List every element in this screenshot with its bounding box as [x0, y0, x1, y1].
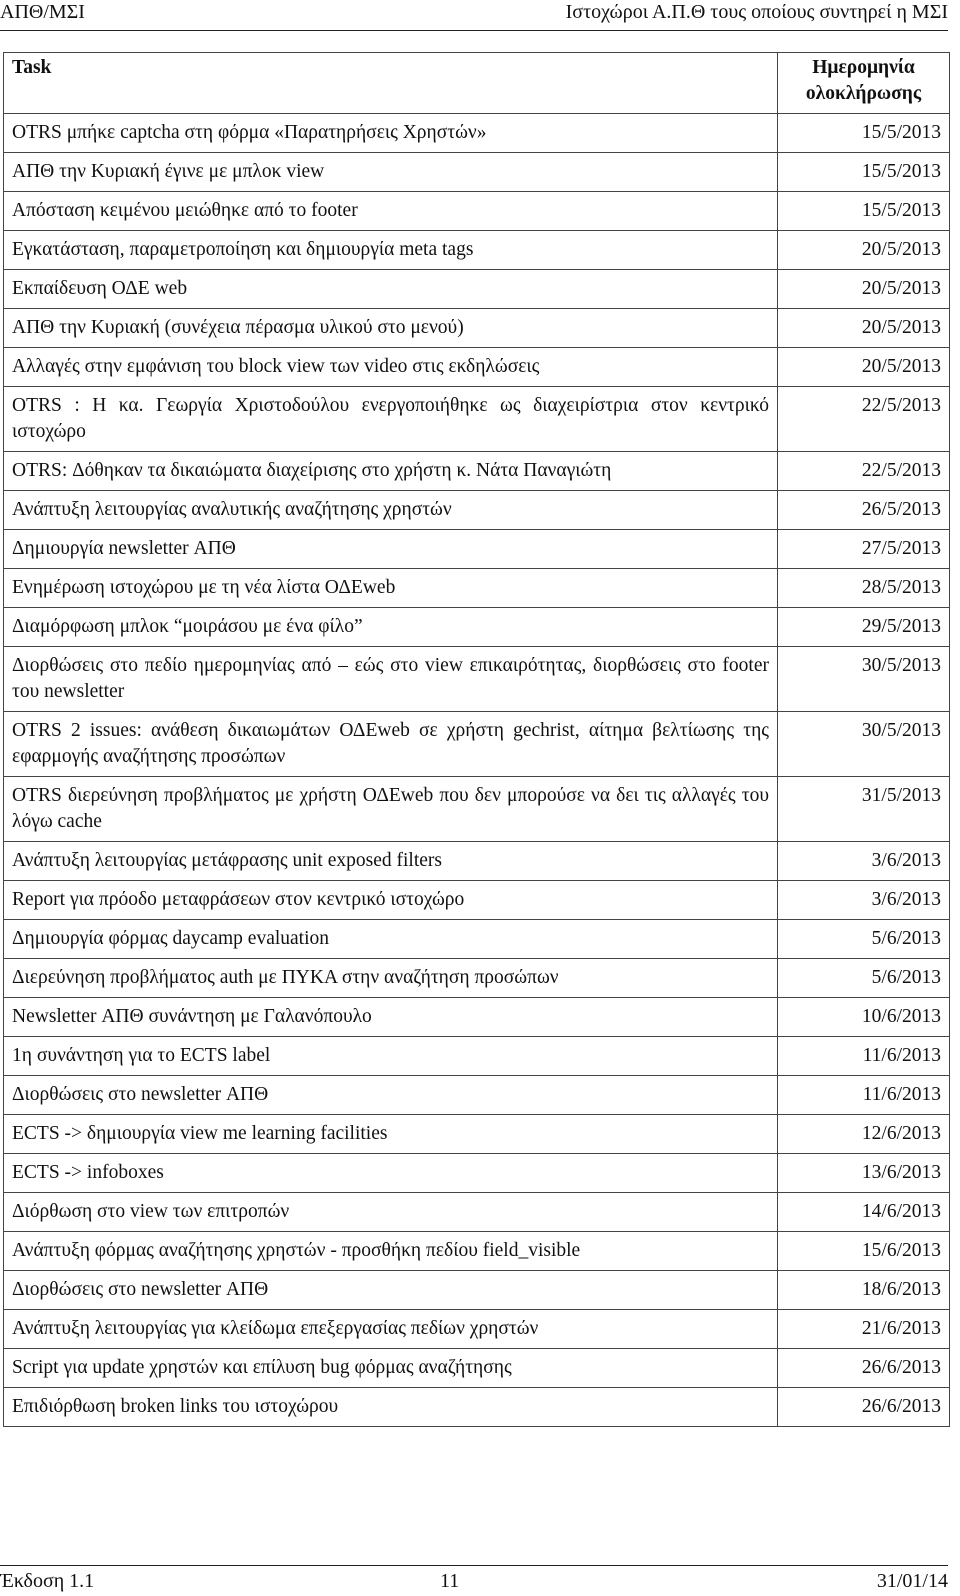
date-cell: 13/6/2013 [778, 1154, 950, 1193]
task-cell: Ανάπτυξη λειτουργίας αναλυτικής αναζήτησης χρηστών [4, 491, 778, 530]
task-cell: Επιδιόρθωση broken links του ιστοχώρου [4, 1388, 778, 1427]
task-cell: Report για πρόοδο μεταφράσεων στον κεντρικό ιστοχώρο [4, 881, 778, 920]
date-cell: 22/5/2013 [778, 452, 950, 491]
task-cell: Διορθώσεις στο πεδίο ημερομηνίας από – εώς στο view επικαιρότητας, διορθώσεις στο footer του newsletter [4, 647, 778, 712]
task-cell: Διόρθωση στο view των επιτροπών [4, 1193, 778, 1232]
table-row [4, 231, 950, 270]
date-cell: 31/5/2013 [778, 777, 950, 842]
table-row [4, 153, 950, 192]
table-row [4, 1076, 950, 1115]
task-cell: OTRS 2 issues: ανάθεση δικαιωμάτων ΟΔΕweb σε χρήστη gechrist, αίτημα βελτίωσης της εφαρμογής αναζήτησης προσώπων [4, 712, 778, 777]
date-cell: 5/6/2013 [778, 920, 950, 959]
table-row [4, 530, 950, 569]
date-cell: 21/6/2013 [778, 1310, 950, 1349]
task-cell: OTRS: Δόθηκαν τα δικαιώματα διαχείρισης στο χρήστη κ. Νάτα Παναγιώτη [4, 452, 778, 491]
task-cell: OTRS μπήκε captcha στη φόρμα «Παρατηρήσεις Χρηστών» [4, 114, 778, 153]
date-cell: 26/6/2013 [778, 1388, 950, 1427]
task-cell: OTRS : Η κα. Γεωργία Χριστοδούλου ενεργοποιήθηκε ως διαχειρίστρια στον κεντρικό ιστοχώρο [4, 387, 778, 452]
table-row [4, 608, 950, 647]
table-row [4, 1154, 950, 1193]
date-cell: 20/5/2013 [778, 231, 950, 270]
date-cell: 30/5/2013 [778, 712, 950, 777]
date-cell: 10/6/2013 [778, 998, 950, 1037]
task-cell: Δημιουργία φόρμας daycamp evaluation [4, 920, 778, 959]
footer-version: Έκδοση 1.1 [0, 1570, 95, 1592]
table-row [4, 491, 950, 530]
table-row [4, 270, 950, 309]
task-cell: Διορθώσεις στο newsletter ΑΠΘ [4, 1076, 778, 1115]
table-row [4, 1193, 950, 1232]
task-cell: Εγκατάσταση, παραμετροποίηση και δημιουργία meta tags [4, 231, 778, 270]
task-cell: Δημιουργία newsletter ΑΠΘ [4, 530, 778, 569]
date-cell: 22/5/2013 [778, 387, 950, 452]
date-cell: 15/5/2013 [778, 192, 950, 231]
task-cell: Απόσταση κειμένου μειώθηκε από το footer [4, 192, 778, 231]
table-row [4, 959, 950, 998]
table-row [4, 348, 950, 387]
table-row [4, 647, 950, 712]
task-cell: Script για update χρηστών και επίλυση bug φόρμας αναζήτησης [4, 1349, 778, 1388]
table-row [4, 1232, 950, 1271]
date-cell: 28/5/2013 [778, 569, 950, 608]
table-row [4, 777, 950, 842]
task-cell: Διορθώσεις στο newsletter ΑΠΘ [4, 1271, 778, 1310]
table-row [4, 998, 950, 1037]
date-cell: 20/5/2013 [778, 270, 950, 309]
table-row [4, 387, 950, 452]
task-cell: Ανάπτυξη λειτουργίας μετάφρασης unit exposed filters [4, 842, 778, 881]
task-cell: Εκπαίδευση ΟΔΕ web [4, 270, 778, 309]
date-cell: 11/6/2013 [778, 1037, 950, 1076]
date-cell: 29/5/2013 [778, 608, 950, 647]
table-row [4, 1271, 950, 1310]
footer-page-number: 11 [440, 1570, 460, 1592]
header-left-text: ΑΠΘ/ΜΣΙ [0, 1, 85, 23]
date-cell: 11/6/2013 [778, 1076, 950, 1115]
table-row [4, 192, 950, 231]
task-cell: ΑΠΘ την Κυριακή έγινε με μπλοκ view [4, 153, 778, 192]
table-row [4, 1115, 950, 1154]
task-cell: ECTS -> δημιουργία view me learning facilities [4, 1115, 778, 1154]
footer-date: 31/01/14 [876, 1570, 948, 1592]
date-cell: 20/5/2013 [778, 348, 950, 387]
task-cell: Ενημέρωση ιστοχώρου με τη νέα λίστα ΟΔΕweb [4, 569, 778, 608]
date-cell: 15/6/2013 [778, 1232, 950, 1271]
table-row [4, 569, 950, 608]
page-header [0, 0, 948, 31]
table-row [4, 712, 950, 777]
date-cell: 15/5/2013 [778, 153, 950, 192]
page-footer [0, 1565, 948, 1596]
date-cell: 3/6/2013 [778, 881, 950, 920]
date-cell: 27/5/2013 [778, 530, 950, 569]
task-cell: ΑΠΘ την Κυριακή (συνέχεια πέρασμα υλικού στο μενού) [4, 309, 778, 348]
table-row [4, 1388, 950, 1427]
task-cell: Ανάπτυξη φόρμας αναζήτησης χρηστών - προσθήκη πεδίου field_visible [4, 1232, 778, 1271]
task-cell: Διαμόρφωση μπλοκ “μοιράσου με ένα φίλο” [4, 608, 778, 647]
table-header-row [4, 53, 950, 114]
task-cell: 1η συνάντηση για το ECTS label [4, 1037, 778, 1076]
task-cell: OTRS διερεύνηση προβλήματος με χρήστη ΟΔΕweb που δεν μπορούσε να δει τις αλλαγές του λόγω cache [4, 777, 778, 842]
table-row [4, 842, 950, 881]
date-cell: 5/6/2013 [778, 959, 950, 998]
table-row [4, 114, 950, 153]
date-cell: 20/5/2013 [778, 309, 950, 348]
date-cell: 26/6/2013 [778, 1349, 950, 1388]
date-cell: 15/5/2013 [778, 114, 950, 153]
task-table [3, 52, 950, 1427]
table-row [4, 1349, 950, 1388]
column-header-date: Ημερομηνία ολοκλήρωσης [778, 53, 950, 114]
table-row [4, 920, 950, 959]
table-row [4, 881, 950, 920]
task-cell: Newsletter ΑΠΘ συνάντηση με Γαλανόπουλο [4, 998, 778, 1037]
header-right-text: Ιστοχώροι Α.Π.Θ τους οποίους συντηρεί η ΜΣΙ [565, 1, 948, 23]
date-cell: 14/6/2013 [778, 1193, 950, 1232]
table-row [4, 452, 950, 491]
table-row [4, 1037, 950, 1076]
date-cell: 12/6/2013 [778, 1115, 950, 1154]
column-header-task: Task [4, 53, 778, 114]
date-cell: 18/6/2013 [778, 1271, 950, 1310]
table-row [4, 309, 950, 348]
date-cell: 30/5/2013 [778, 647, 950, 712]
table-row [4, 1310, 950, 1349]
task-cell: Διερεύνηση προβλήματος auth με ΠΥΚΑ στην αναζήτηση προσώπων [4, 959, 778, 998]
task-cell: Αλλαγές στην εμφάνιση του block view των video στις εκδηλώσεις [4, 348, 778, 387]
date-cell: 26/5/2013 [778, 491, 950, 530]
date-cell: 3/6/2013 [778, 842, 950, 881]
task-rows [4, 114, 950, 1427]
task-cell: ECTS -> infoboxes [4, 1154, 778, 1193]
task-cell: Ανάπτυξη λειτουργίας για κλείδωμα επεξεργασίας πεδίων χρηστών [4, 1310, 778, 1349]
